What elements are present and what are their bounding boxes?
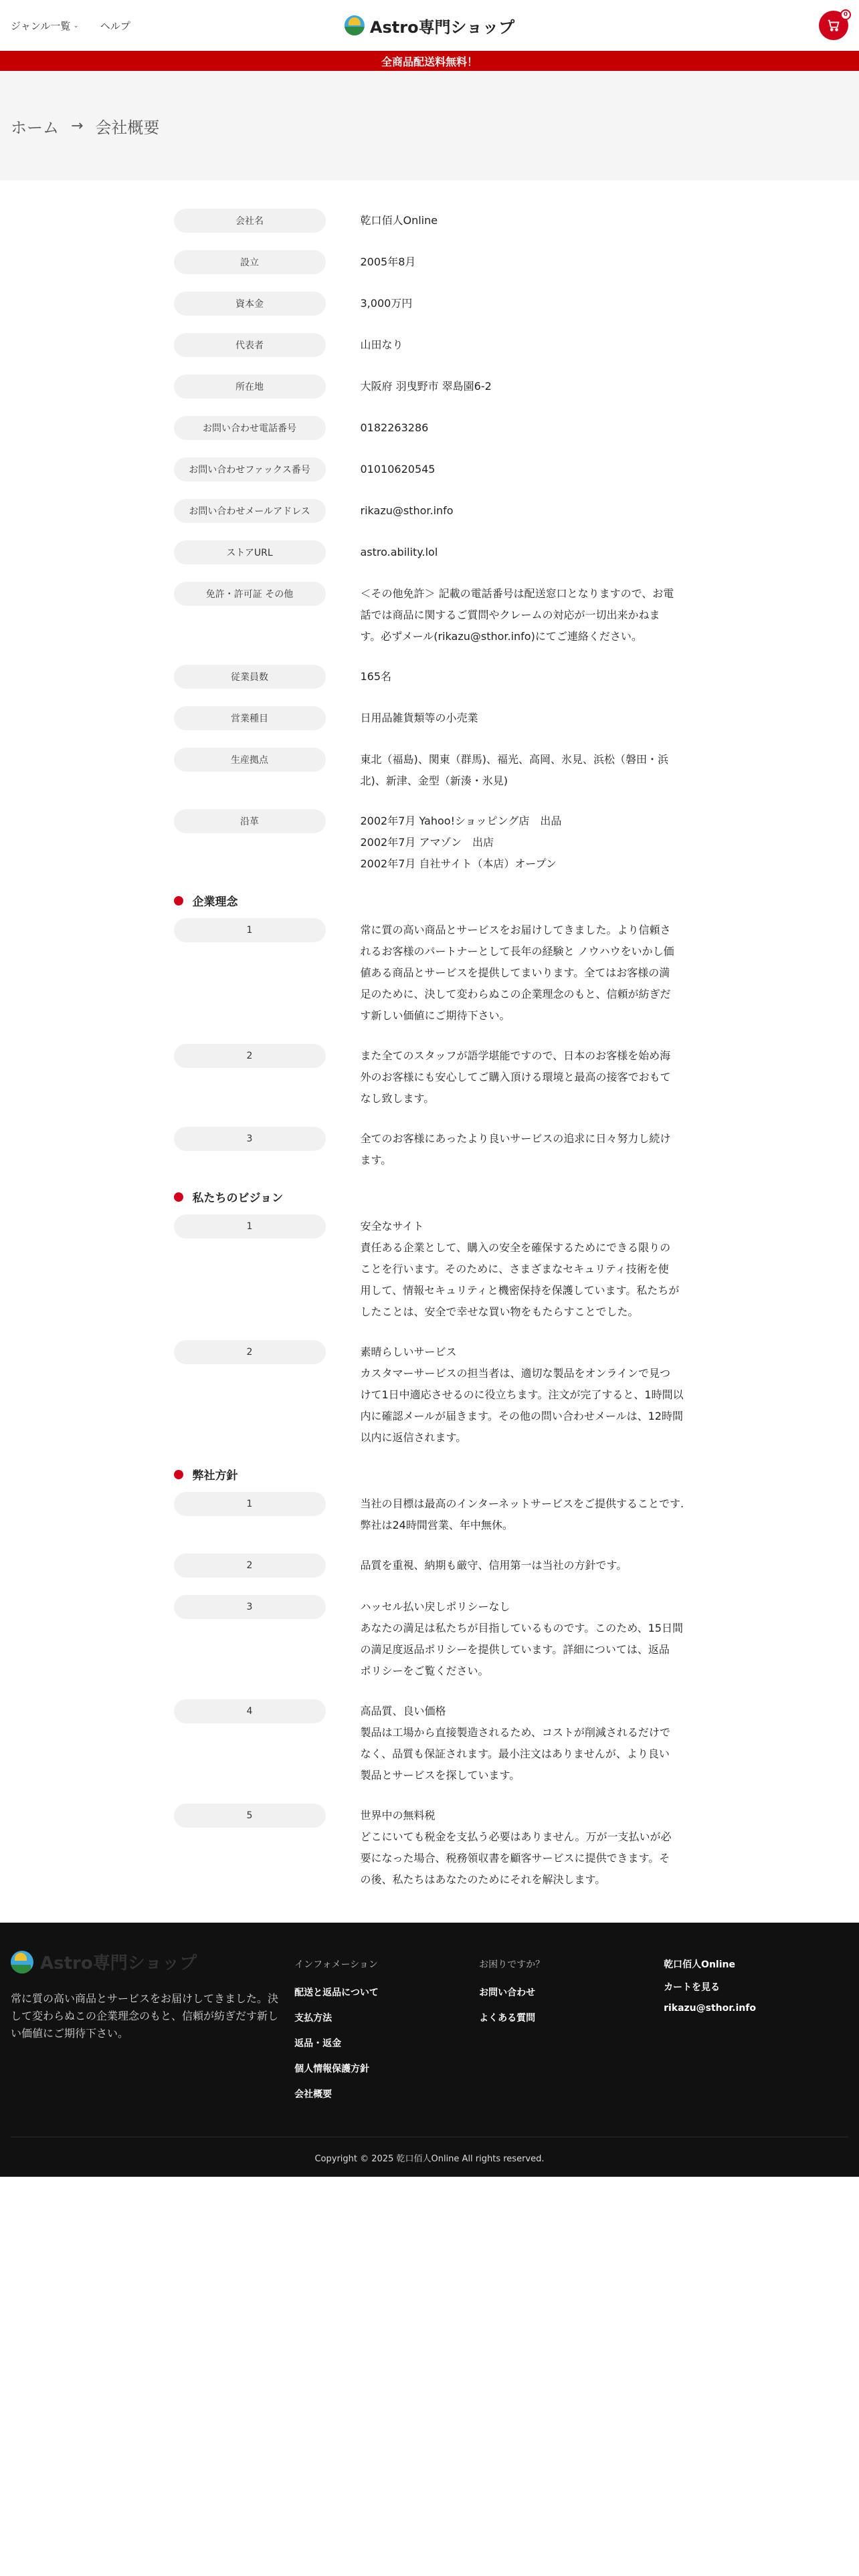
company-info-value <box>361 706 686 729</box>
vision-item-value-line: 安全なサイト <box>360 1220 424 1232</box>
philosophy-item-row <box>174 1044 686 1109</box>
philosophy-item-label: 1 <box>174 918 326 942</box>
company-info-table <box>174 209 686 875</box>
company-info-row <box>174 209 686 233</box>
policy-item-row <box>174 1699 686 1786</box>
vision-item-value-line: カスタマーサービスの担当者は、適切な製品をオンラインで見つ <box>360 1367 671 1380</box>
policy-item-value-line: ハッセル払い戻しポリシーなし <box>360 1600 510 1613</box>
company-info-value <box>361 250 686 273</box>
company-info-row <box>174 748 686 792</box>
logo-icon <box>11 1951 33 1973</box>
company-info-value-line: astro.ability.lol <box>360 546 438 558</box>
company-info-value-line: 2005年8月 <box>360 255 416 268</box>
footer-brand <box>11 1949 294 2113</box>
company-info-label: お問い合わせファックス番号 <box>174 457 326 481</box>
policy-item-row <box>174 1804 686 1891</box>
philosophy-item-value-line: 常に質の高い商品とサービスをお届けしてきました。より信頼さ <box>360 924 671 936</box>
company-info-value-line: 北)、新津、金型（新湊・氷見) <box>360 774 508 787</box>
company-info-row <box>174 457 686 481</box>
company-info-label: 沿革 <box>174 809 326 833</box>
policy-item-value-line: 製品は工場から直接製造されるため、コストが削減されるだけで <box>360 1726 670 1739</box>
breadcrumb <box>0 71 859 181</box>
philosophy-item-label: 3 <box>174 1127 326 1151</box>
policy-item-value-line: ポリシーをご覧ください。 <box>360 1665 489 1677</box>
company-info-value-line: 0182263286 <box>360 421 429 434</box>
company-info-value <box>361 748 686 792</box>
chevron-down-icon: ⌄ <box>73 21 79 29</box>
company-info-row <box>174 706 686 730</box>
policy-title: 弊社方針 <box>192 1469 238 1483</box>
company-info-value-line: 山田なり <box>360 338 403 351</box>
footer-info-link[interactable]: 返品・返金 <box>294 2038 342 2049</box>
policy-item-label: 4 <box>174 1699 326 1723</box>
cart-icon <box>826 18 841 33</box>
policy-item-value-line: 弊社は24時間営業、年中無休。 <box>360 1519 513 1531</box>
policy-list <box>174 1492 686 1891</box>
company-info-value <box>361 499 686 522</box>
vision-item-label: 1 <box>174 1214 326 1239</box>
policy-item-row <box>174 1595 686 1682</box>
philosophy-list <box>174 918 686 1171</box>
company-info-value-line: 2002年7月 自社サイト（本店）オープン <box>360 857 557 870</box>
philosophy-item-row <box>174 1127 686 1171</box>
philosophy-item-value-line: 外のお客様にも安心してご購入頂ける環境と最高の接客でおもて <box>360 1071 671 1083</box>
site-footer <box>0 1923 859 2177</box>
policy-item-value-line: 高品質、良い価格 <box>360 1705 446 1717</box>
company-info-value-line: rikazu@sthor.info <box>360 504 454 517</box>
company-info-row <box>174 540 686 564</box>
bullet-dot-icon <box>174 1192 183 1202</box>
vision-item-value-line: 用して、情報セキュリティと機密保持を保護しています。私たちが <box>360 1284 680 1297</box>
company-info-row <box>174 250 686 274</box>
policy-item-value <box>361 1595 686 1682</box>
policy-item-value-line: どこにいても税金を支払う必要はありません。万が一支払いが必 <box>360 1830 672 1843</box>
footer-help-heading: お困りですか？ <box>479 1959 545 1970</box>
vision-item-value-line: ことを行います。そのために、さまざまなセキュリティ技術を使 <box>360 1263 669 1275</box>
company-info-row <box>174 374 686 399</box>
company-info-row <box>174 582 686 647</box>
vision-item-value-line: 素晴らしいサービス <box>360 1346 457 1358</box>
company-profile <box>174 209 686 1891</box>
header-nav <box>11 19 130 33</box>
copyright: Copyright © 2025 乾口佰人Online All rights reserved. <box>314 2153 545 2164</box>
footer-help-link[interactable]: お問い合わせ <box>479 1988 536 1998</box>
cart-button[interactable] <box>819 11 848 40</box>
vision-item-value <box>361 1214 686 1323</box>
company-info-value-line: 東北（福島)、関東（群馬)、福光、高岡、氷見、浜松（磐田・浜 <box>360 753 668 766</box>
promo-banner <box>0 51 859 71</box>
policy-item-value-line: 世界中の無料税 <box>360 1809 436 1822</box>
philosophy-item-label: 2 <box>174 1044 326 1068</box>
company-info-label: 所在地 <box>174 374 326 399</box>
promo-banner-text: 全商品配送料無料！ <box>381 55 478 68</box>
company-info-value <box>361 333 686 356</box>
policy-item-row <box>174 1492 686 1536</box>
vision-item-label: 2 <box>174 1340 326 1364</box>
footer-contact-link[interactable]: 乾口佰人Online <box>664 1959 735 1970</box>
genre-menu[interactable] <box>11 19 79 33</box>
company-info-label: 営業種目 <box>174 706 326 730</box>
company-info-label: ストアURL <box>174 540 326 564</box>
policy-item-value-line: 当社の目標は最高のインターネットサービスをご提供することです. <box>360 1497 684 1510</box>
company-info-value-line: 2002年7月 アマゾン 出店 <box>360 836 494 849</box>
policy-item-value-line: あなたの満足は私たちが目指しているものです。このため、15日間 <box>360 1622 683 1634</box>
company-info-value-line: 2002年7月 Yahoo!ショッピング店 出品 <box>360 815 562 827</box>
company-info-row <box>174 333 686 357</box>
breadcrumb-home[interactable]: ホーム <box>11 118 59 137</box>
philosophy-item-value <box>361 918 686 1027</box>
bullet-dot-icon <box>174 896 183 905</box>
philosophy-item-row <box>174 918 686 1027</box>
footer-description: 常に質の高い商品とサービスをお届けしてきました。決して変わらぬこの企業理念のもと、信頼が紡ぎだす新しい価値にご期待下さい。 <box>11 1992 279 2040</box>
company-info-label: 従業員数 <box>174 665 326 689</box>
philosophy-item-value-line: 値ある商品とサービスを提供してまいります。全てはお客様の満 <box>360 966 670 979</box>
philosophy-item-value-line: ます。 <box>360 1154 392 1166</box>
vision-item-value-line: 責任ある企業として、購入の安全を確保するためにできる限りの <box>360 1241 671 1254</box>
philosophy-item-value-line: 全てのお客様にあったより良いサービスの追求に日々努力し続け <box>360 1132 671 1145</box>
logo-icon <box>345 15 365 35</box>
footer-info-link[interactable]: 個人情報保護方針 <box>294 2064 370 2074</box>
footer-info-heading: インフォメーション <box>294 1959 378 1970</box>
company-info-value-line: す。必ずメール(rikazu@sthor.info)にてご連絡ください。 <box>360 630 642 643</box>
company-info-row <box>174 809 686 875</box>
company-info-value <box>361 809 686 875</box>
company-info-value-line: 01010620545 <box>360 463 436 475</box>
vision-item-value-line: したことは、安全で幸せな買い物をもたらすことでした。 <box>360 1305 639 1318</box>
vision-heading <box>174 1188 686 1205</box>
company-info-value <box>361 457 686 480</box>
philosophy-heading <box>174 892 686 909</box>
philosophy-item-value-line: す新しい価値にご期待下さい。 <box>360 1009 510 1022</box>
company-info-value-line: 大阪府 羽曳野市 翠島園6-2 <box>360 380 492 393</box>
company-info-label: 代表者 <box>174 333 326 357</box>
company-info-label: 会社名 <box>174 209 326 233</box>
company-info-row <box>174 416 686 440</box>
philosophy-item-value <box>361 1044 686 1109</box>
policy-item-value <box>361 1492 686 1536</box>
vision-list <box>174 1214 686 1448</box>
help-link[interactable]: ヘルプ <box>100 19 130 32</box>
policy-item-value <box>361 1699 686 1786</box>
policy-item-label: 5 <box>174 1804 326 1828</box>
policy-item-value-line: 品質を重視、納期も厳守、信用第一は当社の方針です。 <box>360 1559 628 1572</box>
breadcrumb-current: 会社概要 <box>95 118 160 137</box>
company-info-value <box>361 665 686 687</box>
footer-help-column <box>479 1949 664 2113</box>
vision-item-value-line: 内に確認メールが届きます。その他の問い合わせメールは、12時間 <box>360 1410 683 1422</box>
company-info-value-line: ＜その他免許＞ 記載の電話番号は配送窓口となりますので、お電 <box>360 587 674 600</box>
company-info-row <box>174 499 686 523</box>
company-info-value-line: 話では商品に関するご質問やクレームの対応が一切出来かねま <box>360 609 660 621</box>
company-info-row <box>174 292 686 316</box>
bullet-dot-icon <box>174 1470 183 1479</box>
philosophy-title: 企業理念 <box>192 895 238 909</box>
company-info-value <box>361 540 686 563</box>
footer-contact-column <box>664 1949 848 2113</box>
company-info-value <box>361 374 686 397</box>
policy-item-value <box>361 1553 686 1576</box>
company-info-value-line: 日用品雑貨類等の小売業 <box>360 712 478 724</box>
company-info-value-line: 165名 <box>360 670 392 683</box>
footer-info-link[interactable]: 配送と返品について <box>294 1988 379 1998</box>
policy-item-label: 3 <box>174 1595 326 1619</box>
company-info-value-line: 3,000万円 <box>360 297 413 310</box>
vision-item-row <box>174 1340 686 1448</box>
footer-info-link[interactable]: 会社概要 <box>294 2089 332 2100</box>
company-info-label: 資本金 <box>174 292 326 316</box>
genre-menu-label: ジャンル一覧 <box>11 19 71 32</box>
footer-info-column <box>294 1949 479 2113</box>
vision-item-value-line: 以内に返信されます。 <box>360 1431 467 1444</box>
vision-item-row <box>174 1214 686 1323</box>
philosophy-item-value-line: なし致します。 <box>360 1092 435 1105</box>
company-info-value <box>361 416 686 439</box>
philosophy-item-value <box>361 1127 686 1171</box>
footer-contact-link[interactable]: カートを見る <box>664 1982 721 1993</box>
company-info-label: 設立 <box>174 250 326 274</box>
footer-help-link[interactable]: よくある質問 <box>479 2013 536 2024</box>
footer-logo-text: Astro専門ショップ <box>40 1953 197 1973</box>
philosophy-item-value-line: れるお客様のパートナーとして長年の経験と ノウハウをいかし価 <box>360 945 674 958</box>
arrow-right-icon: → <box>71 117 84 134</box>
company-info-label: 生産拠点 <box>174 748 326 772</box>
policy-item-row <box>174 1553 686 1578</box>
company-info-label: お問い合わせメールアドレス <box>174 499 326 523</box>
company-info-value <box>361 582 686 647</box>
vision-item-value-line: けて1日中適応させるのに役立ちます。注文が完了すると、1時間以 <box>360 1388 684 1401</box>
policy-heading <box>174 1466 686 1483</box>
company-info-label: お問い合わせ電話番号 <box>174 416 326 440</box>
policy-item-label: 2 <box>174 1553 326 1578</box>
policy-item-value-line: の後、私たちはあなたのためにそれを解決します。 <box>360 1873 606 1886</box>
policy-item-value-line: なく、品質も保証されます。最小注文はありませんが、より良い <box>360 1747 670 1760</box>
company-info-value <box>361 209 686 231</box>
logo-text: Astro専門ショップ <box>369 17 515 37</box>
policy-item-value-line: 製品とサービスを探しています。 <box>360 1769 520 1782</box>
policy-item-value-line: の満足度返品ポリシーを提供しています。詳細については、返品 <box>360 1643 670 1656</box>
footer-info-link[interactable]: 支払方法 <box>294 2013 332 2024</box>
site-header <box>0 0 859 51</box>
policy-item-value-line: 要になった場合、税務領収書を顧客サービスに提供できます。そ <box>360 1852 670 1864</box>
company-info-row <box>174 665 686 689</box>
company-info-value <box>361 292 686 314</box>
company-info-value-line: 乾口佰人Online <box>360 214 438 227</box>
vision-item-value <box>361 1340 686 1448</box>
policy-item-value <box>361 1804 686 1891</box>
vision-title: 私たちのビジョン <box>192 1192 284 1205</box>
philosophy-item-value-line: また全てのスタッフが語学堪能ですので、日本のお客様を始め海 <box>360 1049 671 1062</box>
site-logo[interactable] <box>345 14 514 37</box>
philosophy-item-value-line: 足のために、決して変わらぬこの企業理念のもと、信頼が紡ぎだ <box>360 988 671 1000</box>
footer-logo[interactable] <box>11 1949 294 1974</box>
footer-contact-link[interactable]: rikazu@sthor.info <box>664 2003 756 2014</box>
cart-count-badge: 0 <box>840 9 851 20</box>
policy-item-label: 1 <box>174 1492 326 1516</box>
company-info-label: 免許・許可証 その他 <box>174 582 326 606</box>
